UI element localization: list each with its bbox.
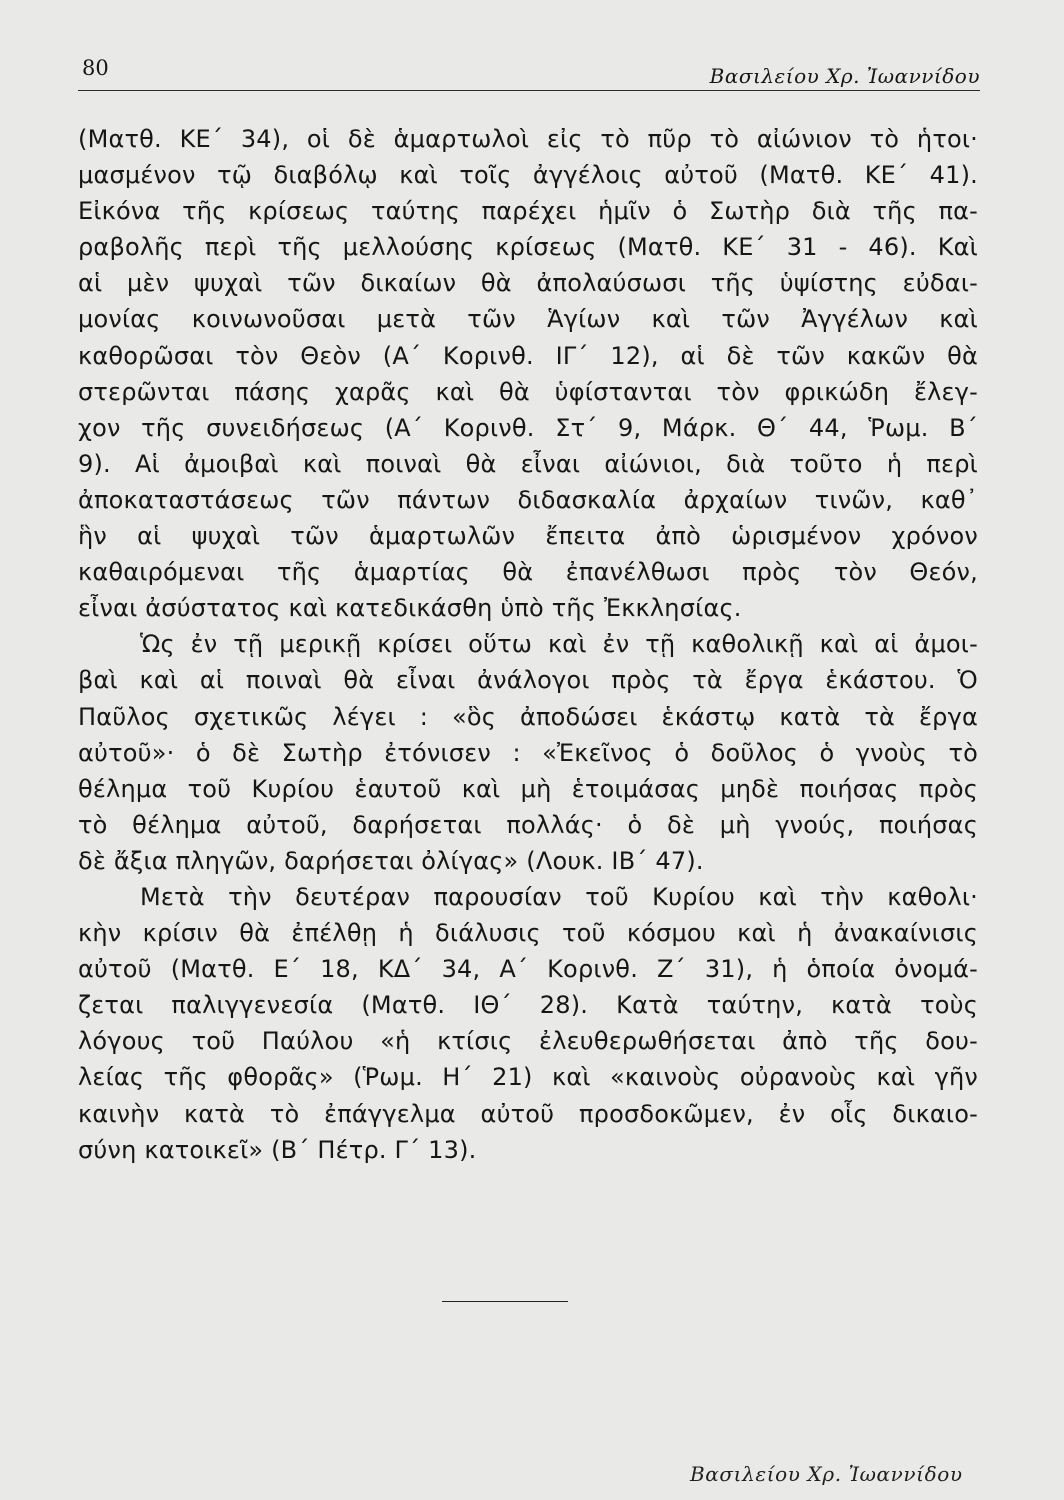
text-line: θέλημα τοῦ Κυρίου ἑαυτοῦ καὶ μὴ ἑτοιμάσας μηδὲ ποιήσας πρὸς xyxy=(78,774,978,803)
text-line: αὐτοῦ (Ματθ. Ε΄ 18, ΚΔ΄ 34, Α΄ Κορινθ. Ζ΄ 31), ἡ ὁποία ὀνομά- xyxy=(78,955,978,984)
text-line: αὐτοῦ»· ὁ δὲ Σωτὴρ ἐτόνισεν : «Ἐκεῖνος ὁ δοῦλος ὁ γνοὺς τὸ xyxy=(78,738,978,767)
text-line: Παῦλος σχετικῶς λέγει : «ὃς ἀποδώσει ἑκάστῳ κατὰ τὰ ἔργα xyxy=(78,702,978,731)
text-line: λόγους τοῦ Παύλου «ἡ κτίσις ἐλευθερωθήσεται ἀπὸ τῆς δου- xyxy=(78,1027,978,1056)
text-line: μασμένον τῷ διαβόλῳ καὶ τοῖς ἀγγέλοις αὐτοῦ (Ματθ. ΚΕ΄ 41). xyxy=(78,161,978,190)
text-line: Εἰκόνα τῆς κρίσεως ταύτης παρέχει ἡμῖν ὁ Σωτὴρ διὰ τῆς πα- xyxy=(78,197,978,226)
paragraph-start-line: Ὡς ἐν τῇ μερικῇ κρίσει οὕτω καὶ ἐν τῇ καθολικῇ καὶ αἱ ἀμοι- xyxy=(140,630,978,659)
footer-credit: Βασιλείου Χρ. Ἰωαννίδου xyxy=(690,1462,963,1486)
text-line: λείας τῆς φθορᾶς» (Ῥωμ. Η΄ 21) καὶ «καινοὺς οὐρανοὺς καὶ γῆν xyxy=(78,1063,978,1092)
body-text xyxy=(78,121,978,1168)
text-line: καθορῶσαι τὸν Θεὸν (Α΄ Κορινθ. ΙΓ΄ 12), αἱ δὲ τῶν κακῶν θὰ xyxy=(78,341,978,370)
page-header xyxy=(78,54,980,91)
text-line: βαὶ καὶ αἱ ποιναὶ θὰ εἶναι ἀνάλογοι πρὸς τὰ ἔργα ἑκάστου. Ὁ xyxy=(78,666,978,695)
text-line: ἀποκαταστάσεως τῶν πάντων διδασκαλία ἀρχαίων τινῶν, καθ᾽ xyxy=(78,485,978,514)
text-line: χον τῆς συνειδήσεως (Α΄ Κορινθ. Στ΄ 9, Μάρκ. Θ΄ 44, Ῥωμ. Β΄ xyxy=(78,413,978,442)
text-line: τὸ θέλημα αὐτοῦ, δαρήσεται πολλάς· ὁ δὲ μὴ γνούς, ποιήσας xyxy=(78,810,978,839)
text-line: 9). Αἱ ἀμοιβαὶ καὶ ποιναὶ θὰ εἶναι αἰώνιοι, διὰ τοῦτο ἡ περὶ xyxy=(78,449,978,478)
text-line: καινὴν κατὰ τὸ ἐπάγγελμα αὐτοῦ προσδοκῶμεν, ἐν οἷς δικαιο- xyxy=(78,1099,978,1128)
text-line: αἱ μὲν ψυχαὶ τῶν δικαίων θὰ ἀπολαύσωσι τῆς ὑψίστης εὐδαι- xyxy=(78,269,978,298)
text-line: μονίας κοινωνοῦσαι μετὰ τῶν Ἁγίων καὶ τῶν Ἀγγέλων καὶ xyxy=(78,305,978,334)
page-number: 80 xyxy=(82,56,109,80)
section-divider xyxy=(442,1301,568,1302)
text-line: ραβολῆς περὶ τῆς μελλούσης κρίσεως (Ματθ. ΚΕ΄ 31 - 46). Καὶ xyxy=(78,233,978,262)
paragraph-end-line: εἶναι ἀσύστατος καὶ κατεδικάσθη ὑπὸ τῆς Ἐκκλησίας. xyxy=(78,594,742,623)
paragraph-end-line: δὲ ἄξια πληγῶν, δαρήσεται ὀλίγας» (Λουκ. ΙΒ΄ 47). xyxy=(78,846,704,875)
text-line: κὴν κρίσιν θὰ ἐπέλθῃ ἡ διάλυσις τοῦ κόσμου καὶ ἡ ἀνακαίνισις xyxy=(78,919,978,948)
text-line: ζεται παλιγγενεσία (Ματθ. ΙΘ΄ 28). Κατὰ ταύτην, κατὰ τοὺς xyxy=(78,991,978,1020)
text-line: ἣν αἱ ψυχαὶ τῶν ἁμαρτωλῶν ἔπειτα ἀπὸ ὡρισμένον χρόνον xyxy=(78,522,978,551)
running-head: Βασιλείου Χρ. Ἰωαννίδου xyxy=(709,64,980,88)
text-line: στερῶνται πάσης χαρᾶς καὶ θὰ ὑφίστανται τὸν φρικώδη ἔλεγ- xyxy=(78,377,978,406)
text-line: καθαιρόμεναι τῆς ἁμαρτίας θὰ ἐπανέλθωσι πρὸς τὸν Θεόν, xyxy=(78,558,978,587)
text-line: (Ματθ. ΚΕ΄ 34), οἱ δὲ ἁμαρτωλοὶ εἰς τὸ πῦρ τὸ αἰώνιον τὸ ἡτοι· xyxy=(78,125,978,153)
paragraph-start-line: Μετὰ τὴν δευτέραν παρουσίαν τοῦ Κυρίου καὶ τὴν καθολι· xyxy=(140,882,978,911)
paragraph-end-line: σύνη κατοικεῖ» (Β΄ Πέτρ. Γ΄ 13). xyxy=(78,1135,477,1164)
